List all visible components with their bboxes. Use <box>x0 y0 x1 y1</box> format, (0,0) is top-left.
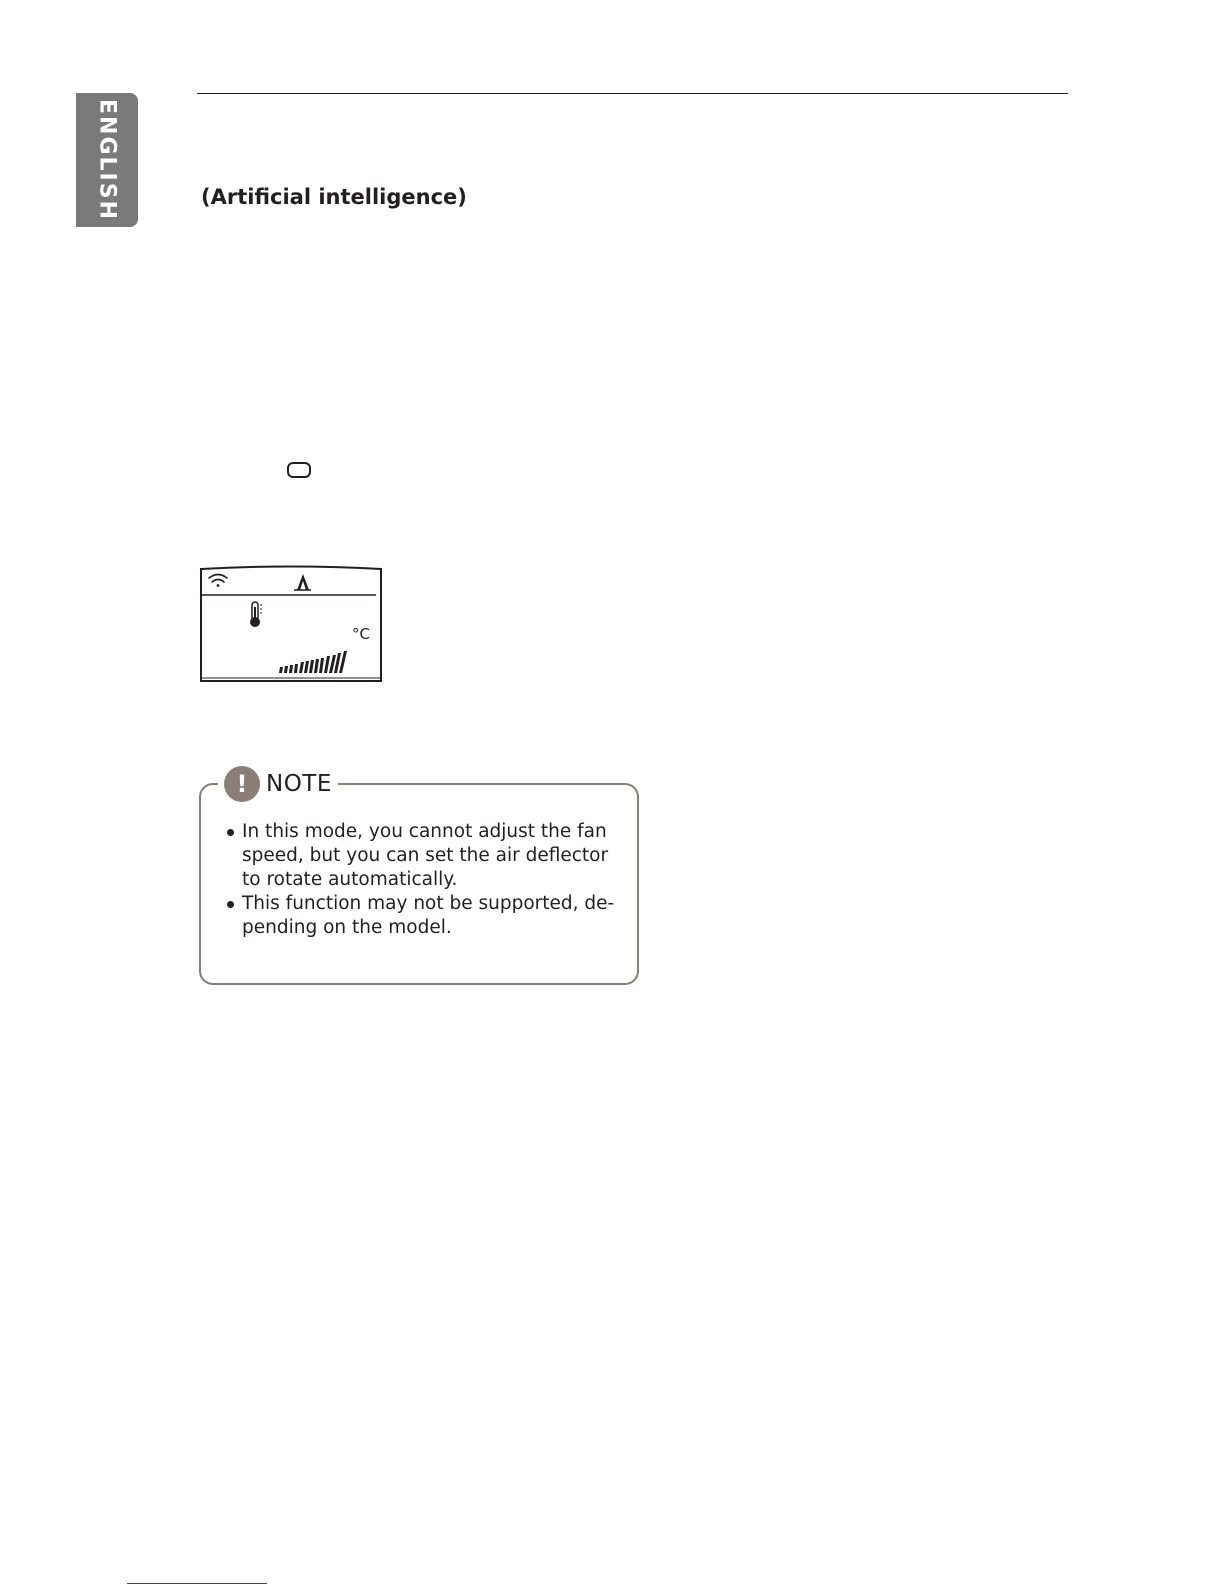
lcd-frame <box>201 567 381 682</box>
lcd-display <box>199 565 383 683</box>
note-item: In this mode, you cannot adjust the fan speed, but you can set the air deflector to rotate automatically. <box>225 820 625 892</box>
note-item: This function may not be supported, depending on the model. <box>225 892 625 940</box>
language-tab-label: ENGLISH <box>94 99 120 221</box>
temperature-unit: °C <box>352 625 370 643</box>
footer-link-underline <box>127 1583 267 1584</box>
thermometer-icon <box>250 602 262 627</box>
header-rule <box>197 93 1068 94</box>
section-title: (Artificial intelligence) <box>201 185 467 209</box>
language-tab <box>76 93 138 227</box>
note-list <box>225 820 625 940</box>
fan-speed-bars-icon <box>279 651 347 673</box>
exclamation-icon: ! <box>224 766 260 802</box>
lcd-display-graphic <box>199 565 383 683</box>
note-header <box>218 765 338 803</box>
ai-mode-icon <box>294 574 311 590</box>
wifi-icon <box>209 575 227 587</box>
mode-button-icon <box>287 462 311 478</box>
note-title: NOTE <box>266 771 332 797</box>
